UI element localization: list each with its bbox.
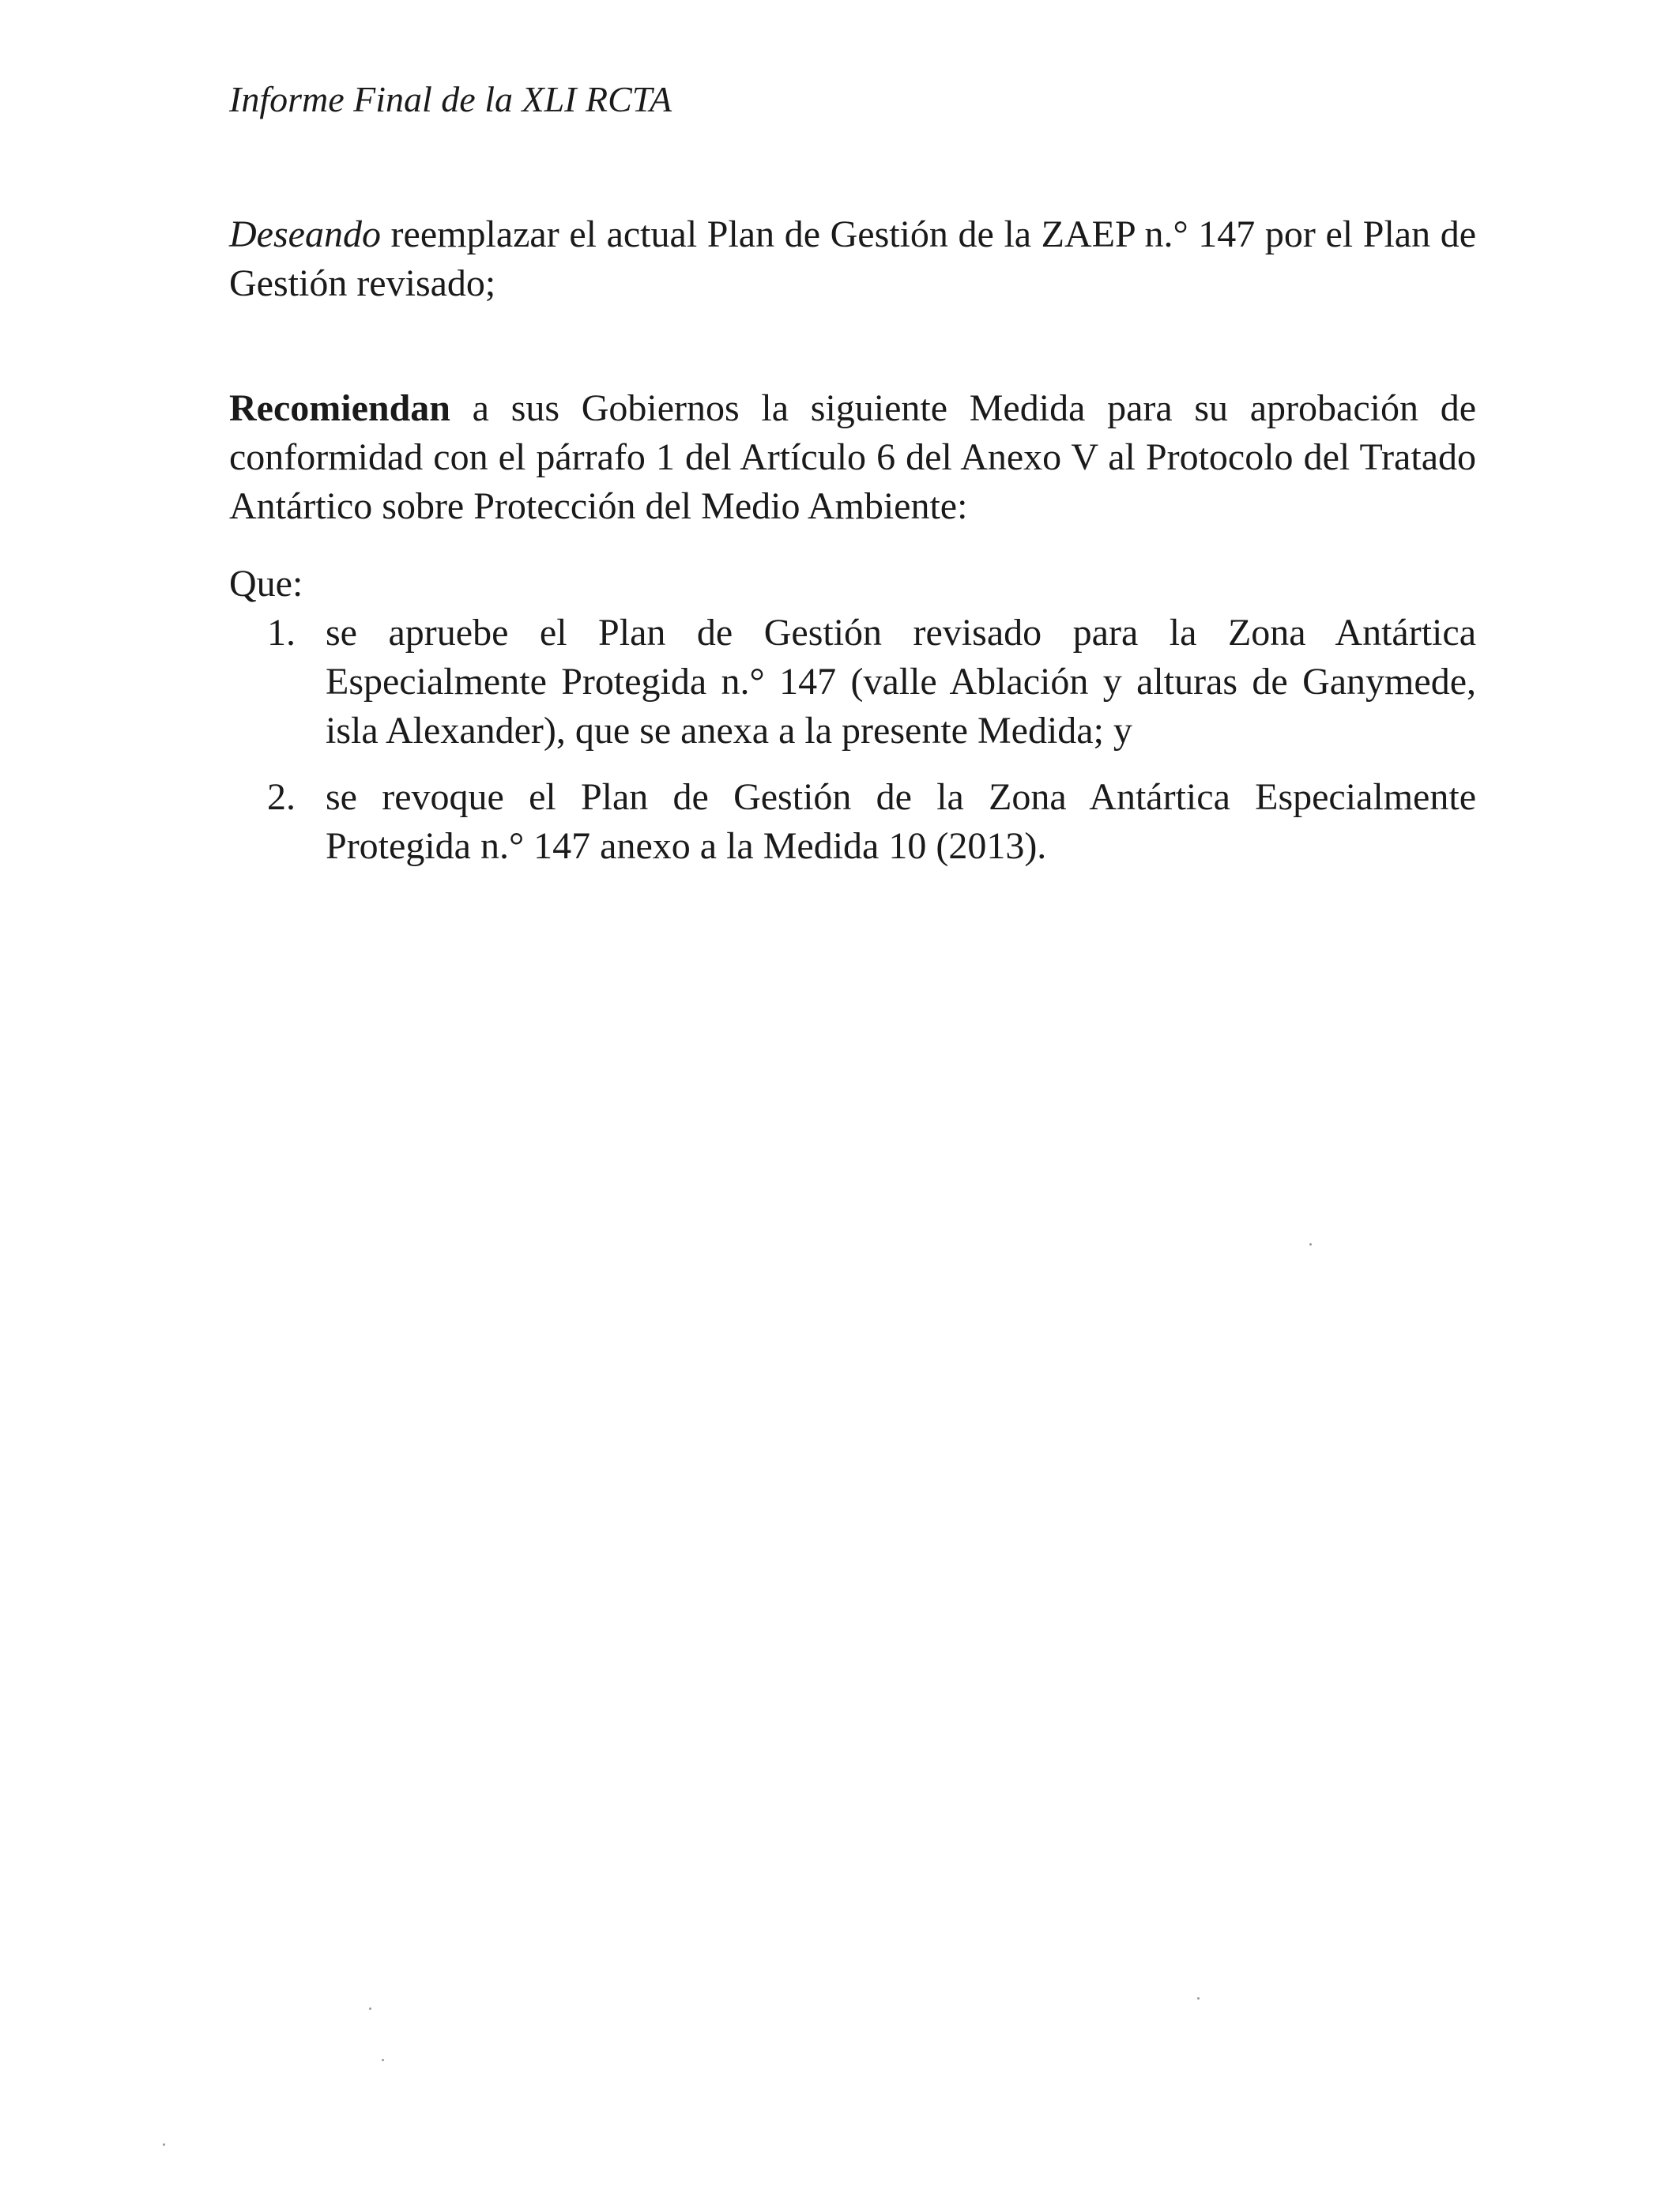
scan-speck xyxy=(382,2059,384,2061)
list-item-text: se revoque el Plan de Gestión de la Zona Antártica Especialmente Protegida n.° 147 anexo a la Medida 10 (2013). xyxy=(326,776,1476,867)
list-item xyxy=(229,609,1476,756)
paragraph-lead-italic: Deseando xyxy=(229,213,381,255)
running-header: Informe Final de la XLI RCTA xyxy=(229,79,672,119)
list-item-text: se apruebe el Plan de Gestión revisado para la Zona Antártica Especialmente Protegida n.° 147 (valle Ablación y alturas de Ganymede, isla Alexander), que se anexa a la presente Medida; y xyxy=(326,612,1476,752)
paragraph-text: reemplazar el actual Plan de Gestión de la ZAEP n.° 147 por el Plan de Gestión revisado; xyxy=(229,213,1476,304)
list-item-number: 2. xyxy=(267,776,296,818)
paragraph-text: a sus Gobiernos la siguiente Medida para su aprobación de conformidad con el párrafo 1 del Artículo 6 del Anexo V al Protocolo del Tratado Antártico sobre Protección del Medio Ambiente: xyxy=(229,387,1476,527)
scan-speck xyxy=(369,2007,371,2010)
paragraph-lead-bold: Recomiendan xyxy=(229,387,450,429)
numbered-list xyxy=(229,609,1476,871)
paragraph-recomiendan xyxy=(229,384,1476,531)
list-item-number: 1. xyxy=(267,612,296,654)
paragraph-deseando xyxy=(229,210,1476,308)
scan-speck xyxy=(1197,1997,1200,2000)
scan-speck xyxy=(1309,1243,1312,1246)
scan-speck xyxy=(163,2143,165,2146)
list-item xyxy=(229,773,1476,871)
paragraph-que: Que: xyxy=(229,563,303,605)
